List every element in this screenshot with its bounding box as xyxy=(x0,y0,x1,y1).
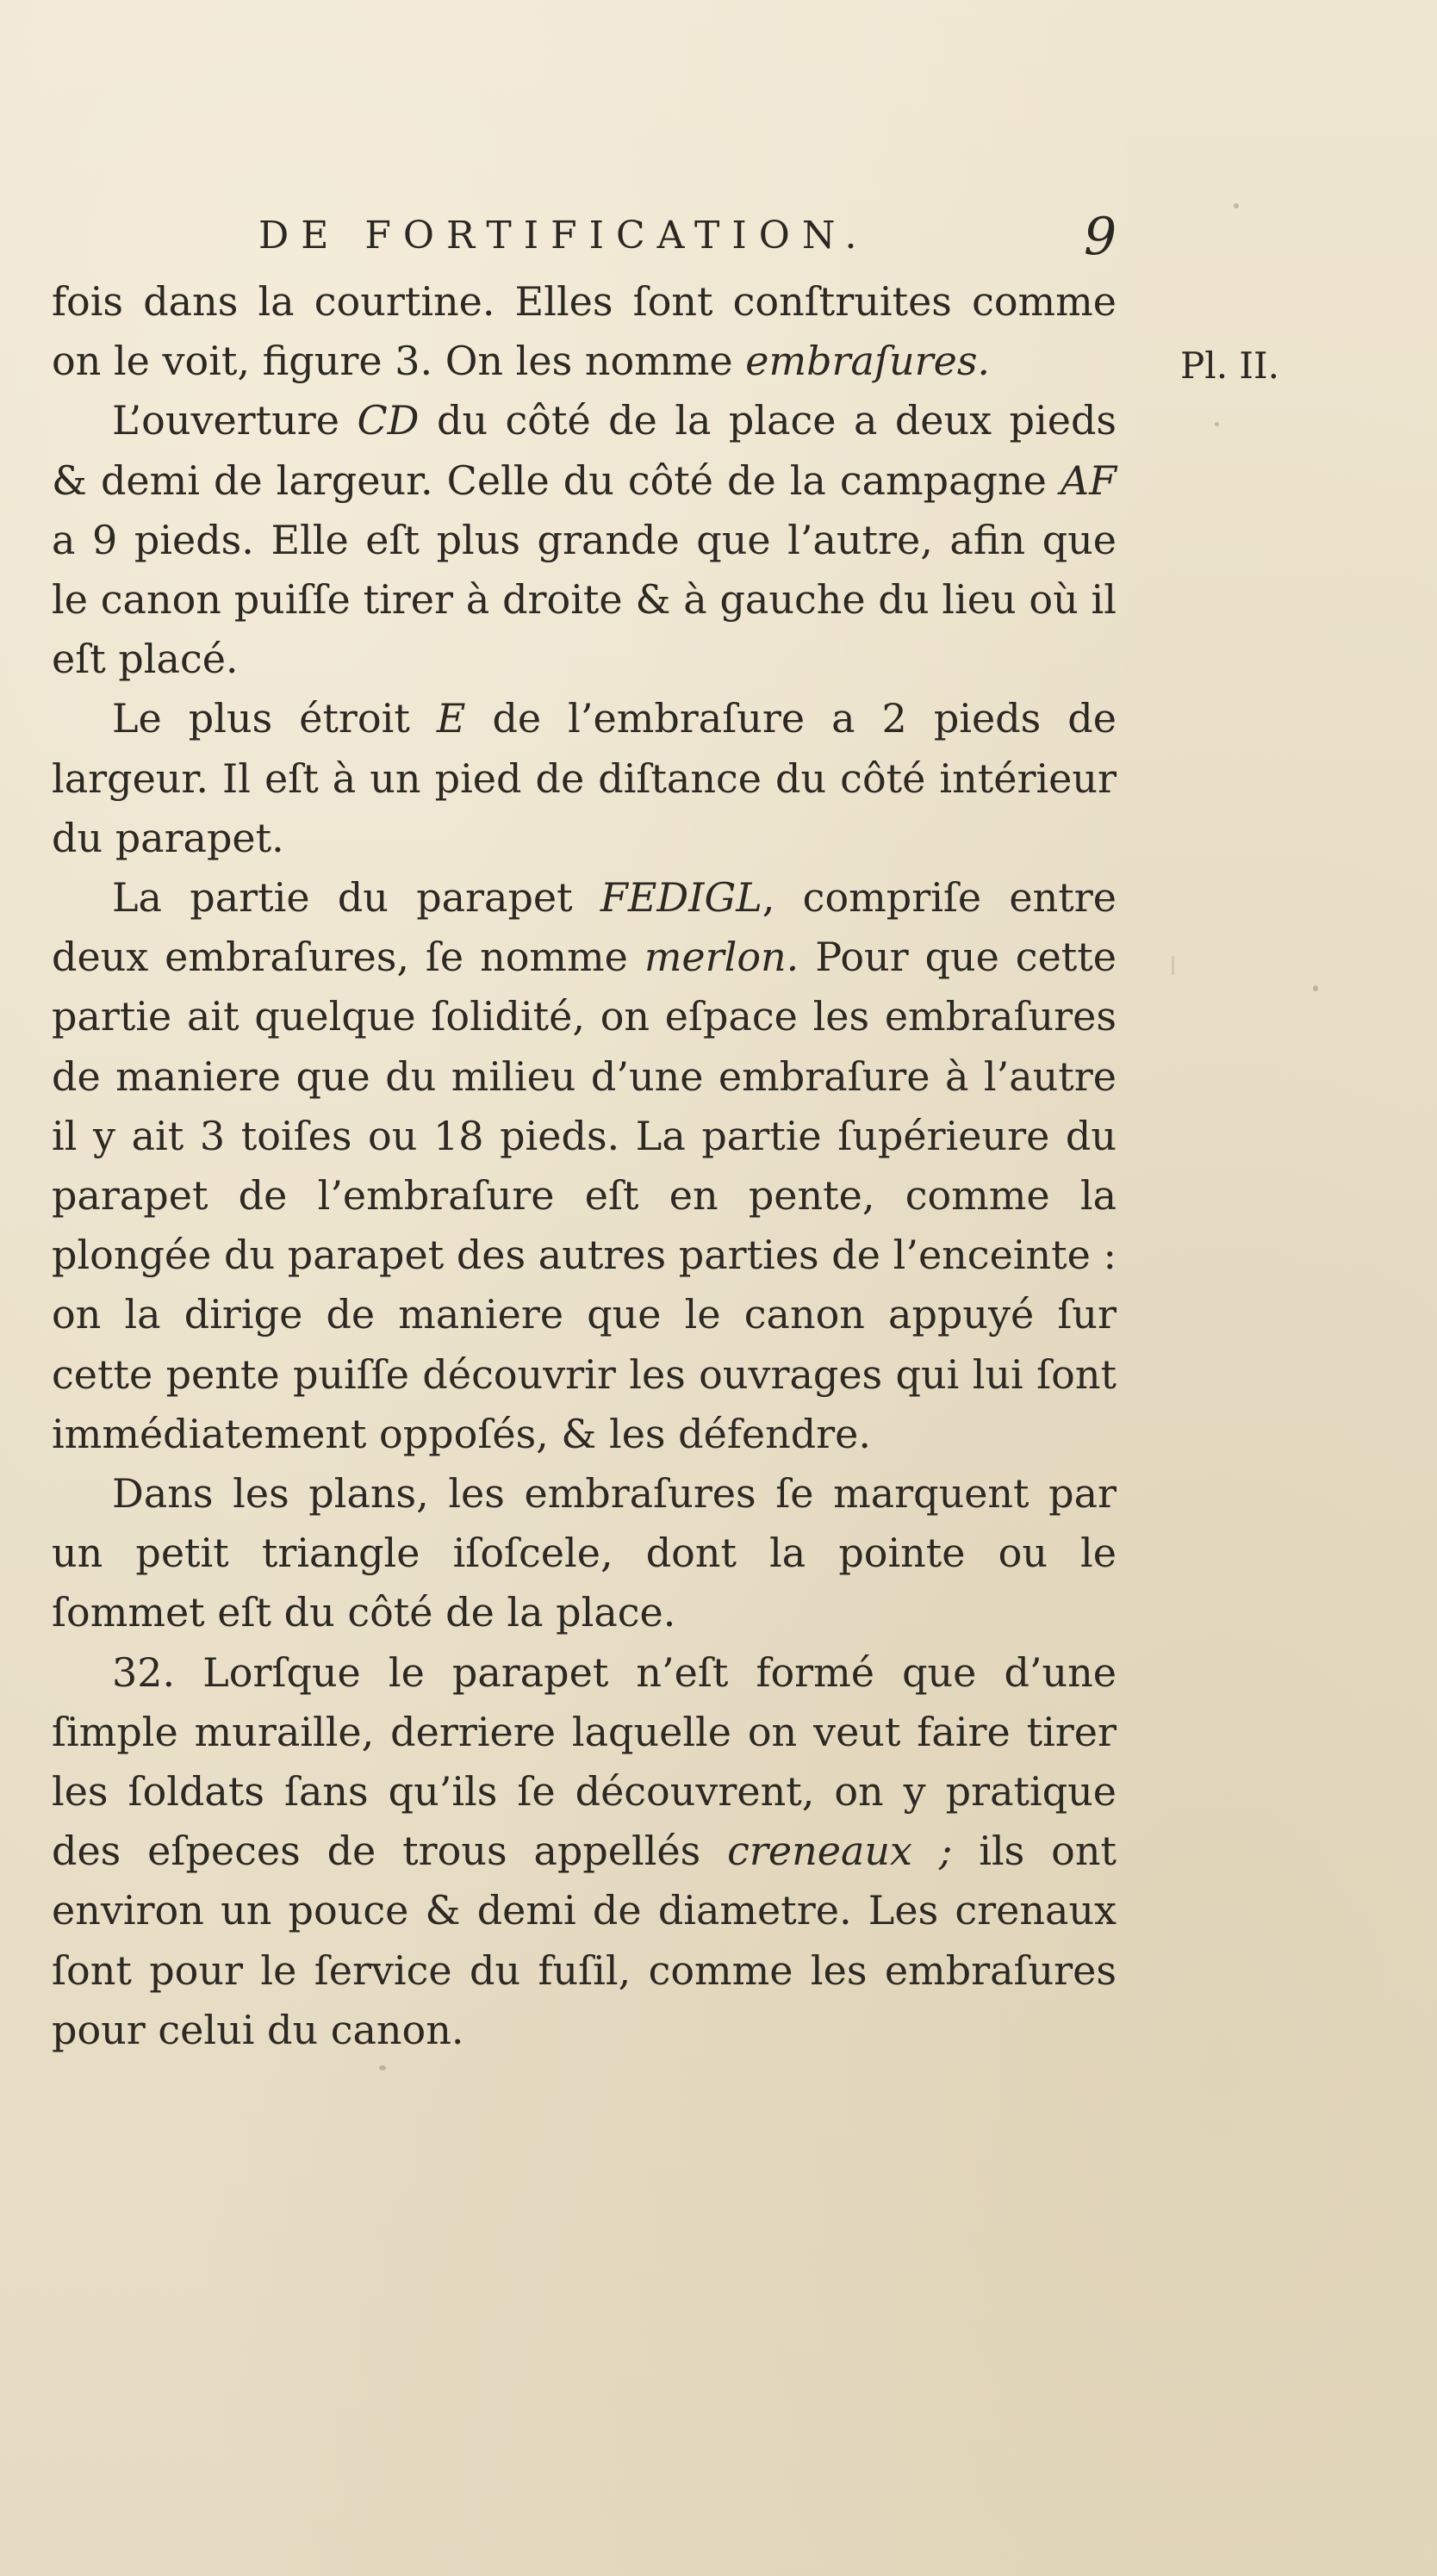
text-run: du côté de la place a deux pieds & demi de largeur. Celle du côté de la campagne xyxy=(52,397,1117,504)
plate-reference-note: Pl. II. xyxy=(1180,345,1279,387)
italic-text: CD xyxy=(357,397,420,444)
text-run: L’ouverture xyxy=(112,397,358,444)
paragraph xyxy=(52,272,1117,391)
text-run: ils ont environ un pouce & demi de diametre. Les crenaux ſont pour le ſervice du fuſil, comme les embraſures pour celui du canon. xyxy=(52,1828,1117,2053)
text-run: 32. Lorſque le parapet n’eſt formé que d’une ſimple muraille, derriere laquelle on veut faire tirer les ſoldats ſans qu’ils ſe découvrent, on y pratique des eſpeces de trous appellés xyxy=(52,1648,1117,1875)
text-run: Dans les plans, les embraſures ſe marquent par un petit triangle iſoſcele, dont la pointe ou le ſommet eſt du côté de la place. xyxy=(52,1470,1117,1636)
italic-text: merlon. xyxy=(644,934,799,981)
italic-text: AF xyxy=(1060,456,1117,504)
text-run: a 9 pieds. Elle eſt plus grande que l’autre, afin que le canon puiſſe tirer à droite & à gauche du lieu où il eſt placé. xyxy=(52,516,1117,683)
italic-text: creneaux ; xyxy=(727,1828,953,1875)
ink-speck xyxy=(1234,203,1239,208)
ink-speck xyxy=(1313,985,1318,991)
text-run: fois dans la courtine. Elles ſont conſtruites comme on le voit, figure 3. On les nomme xyxy=(52,278,1117,385)
ink-speck xyxy=(1215,422,1219,426)
body-text xyxy=(52,272,1117,2060)
paragraph xyxy=(52,391,1117,689)
text-run: La partie du parapet xyxy=(112,874,600,922)
ink-speck xyxy=(379,2065,386,2070)
text-run: , compriſe entre deux embraſures, ſe nomme xyxy=(52,874,1117,981)
paragraph xyxy=(52,1464,1117,1643)
paragraph xyxy=(52,868,1117,1464)
italic-text: embraſures. xyxy=(745,338,991,385)
text-run: de l’embraſure a 2 pieds de largeur. Il eſt à un pied de diſtance du côté intérieur du parapet. xyxy=(52,695,1117,861)
paragraph xyxy=(52,689,1117,868)
page-number: 9 xyxy=(1084,207,1117,267)
italic-text: E xyxy=(436,695,466,742)
text-run: Le plus étroit xyxy=(112,695,437,742)
running-head: DE FORTIFICATION. xyxy=(258,214,869,258)
text-run: Pour que cette partie ait quelque ſolidité, on eſpace les embraſures de maniere que du milieu d’une embraſure à l’autre il y ait 3 toiſes ou 18 pieds. La partie ſupérieure du parapet de l’embraſure eſt en pente, comme la plongée du parapet des autres parties de l’enceinte : on la dirige de maniere que le canon appuyé ſur cette pente puiſſe découvrir les ouvrages qui lui ſont immédiatement oppoſés, & les défendre. xyxy=(52,934,1117,1457)
ink-speck xyxy=(1172,956,1174,975)
paragraph xyxy=(52,1643,1117,2060)
italic-text: FEDIGL xyxy=(600,874,762,922)
